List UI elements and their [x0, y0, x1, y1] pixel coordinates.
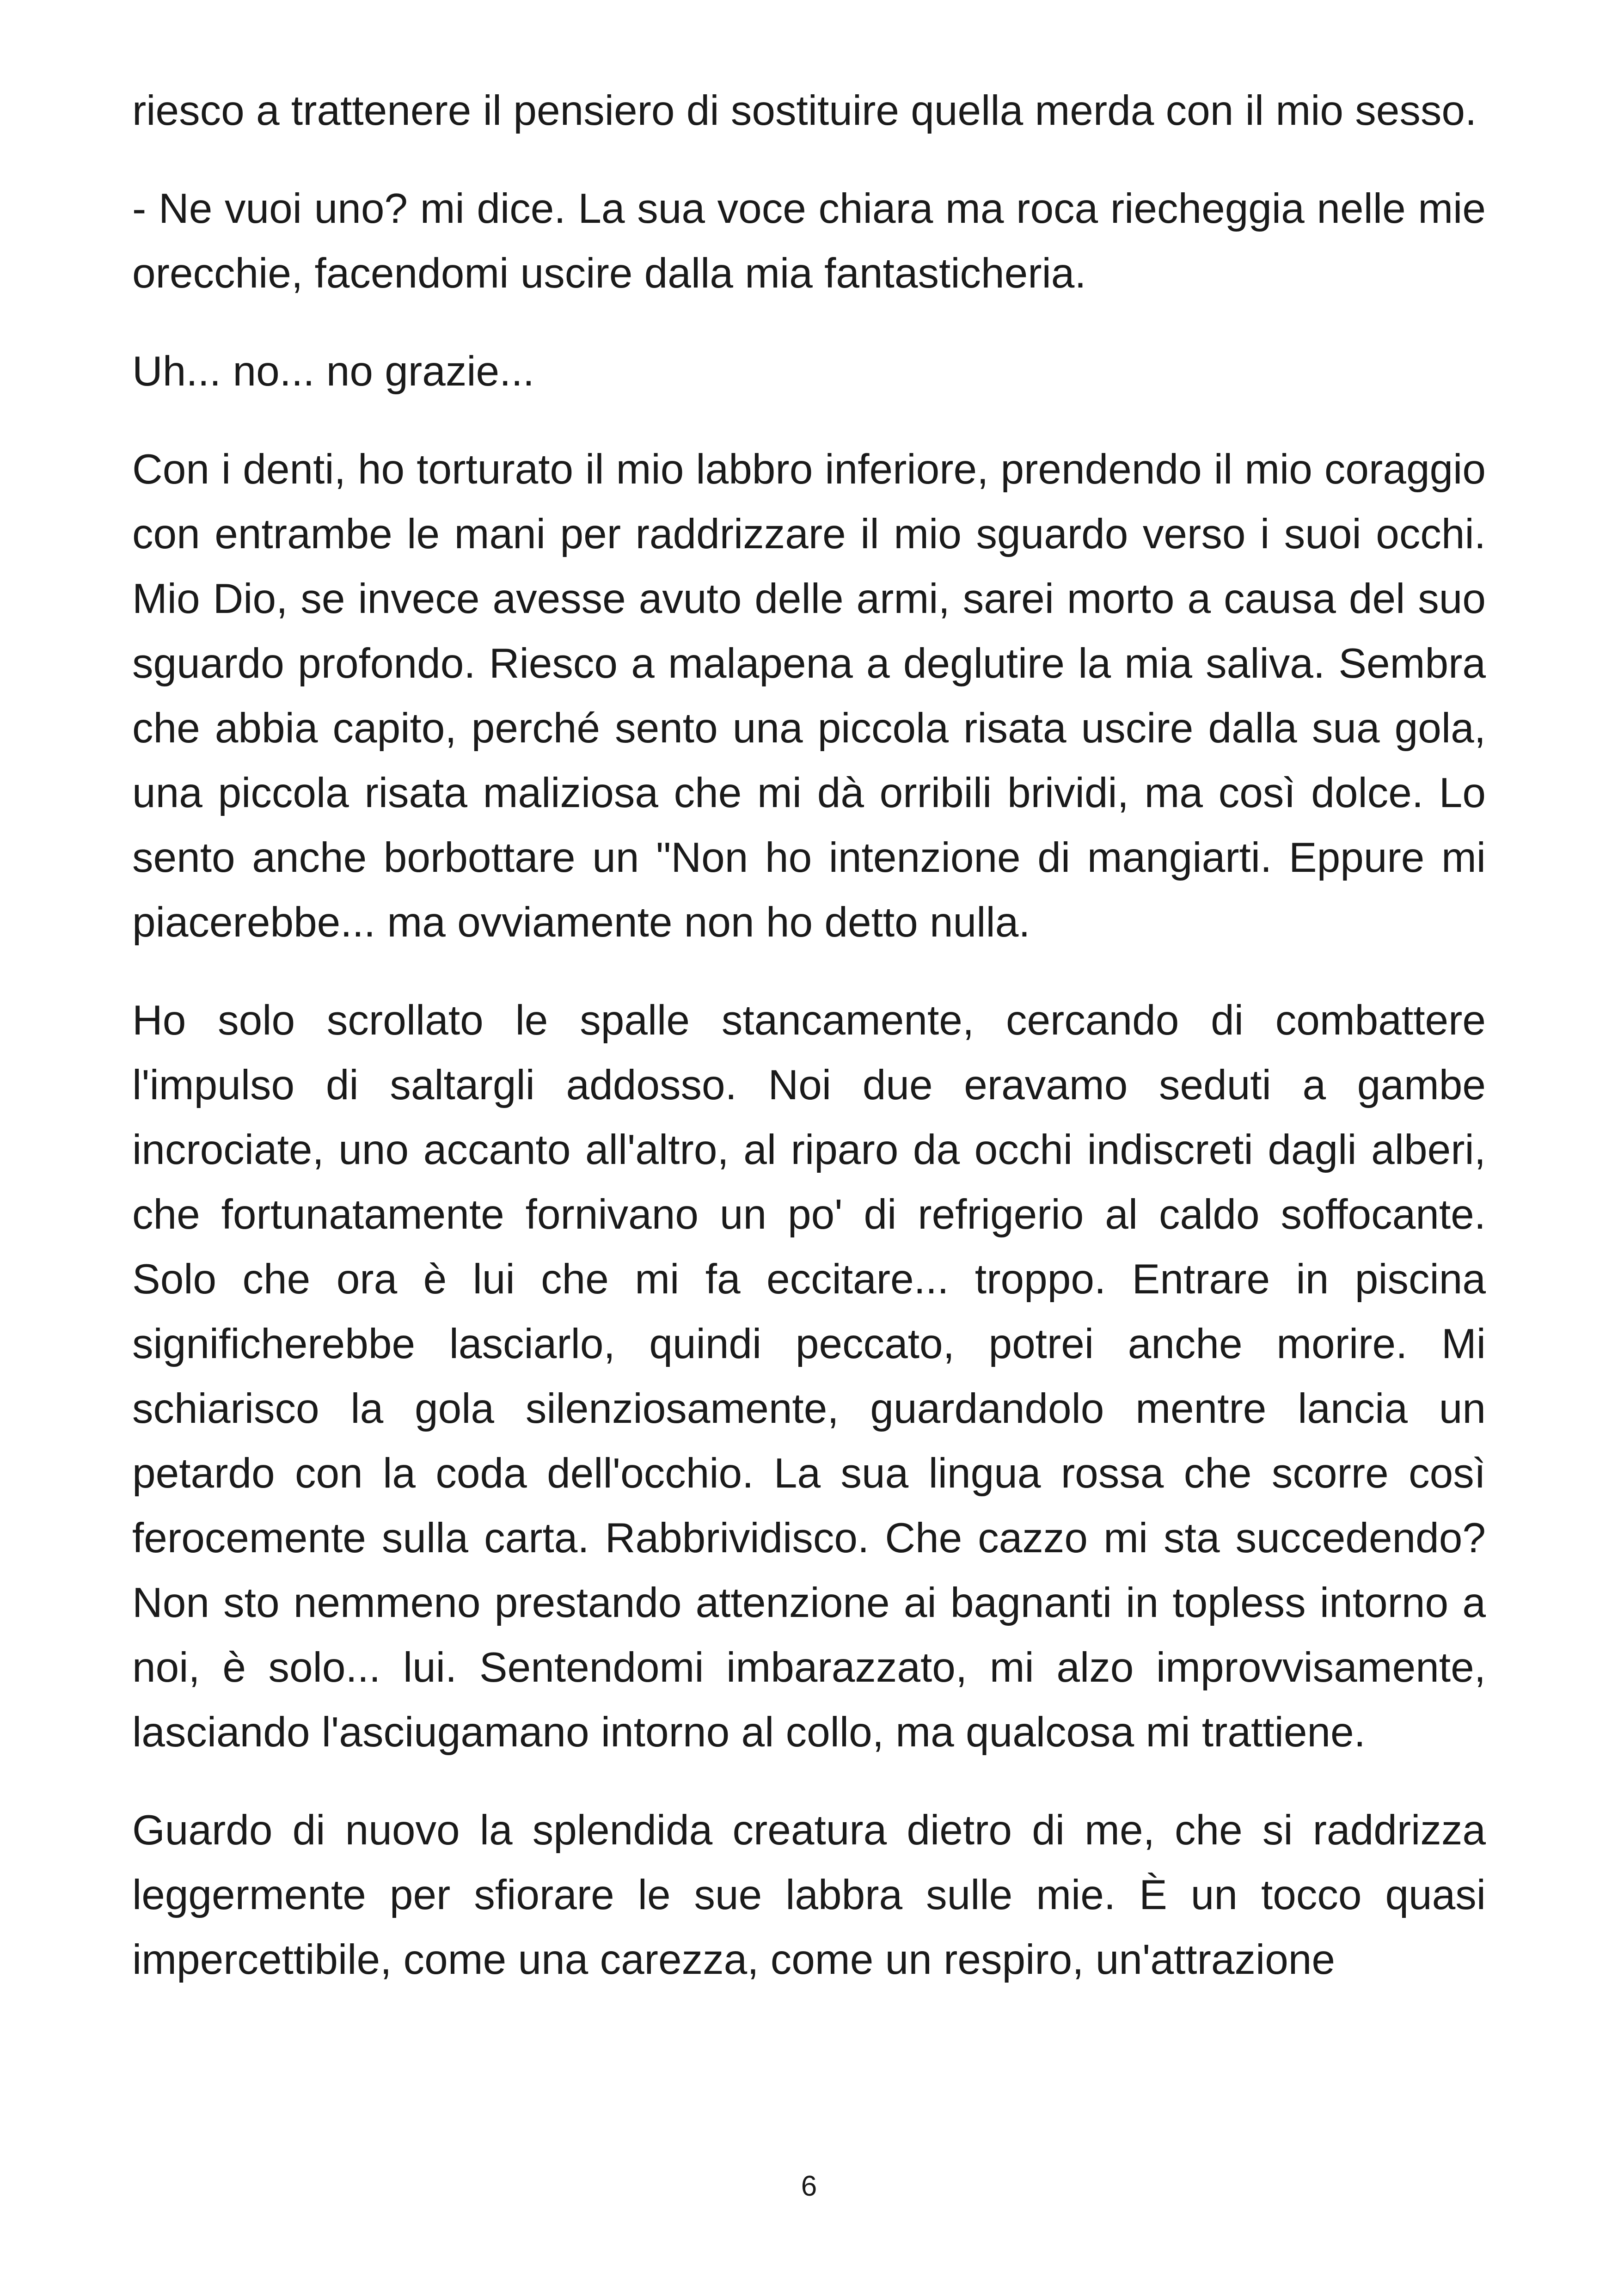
paragraph-6: Guardo di nuovo la splendida creatura dietro di me, che si raddrizza leggermente per sfiorare le sue labbra sulle mie. È un tocco quasi impercettibile, come una carezza, come un respiro, un'attrazione: [132, 1807, 1486, 1983]
paragraph-2: - Ne vuoi uno? mi dice. La sua voce chiara ma roca riecheggia nelle mie orecchie, facendomi uscire dalla mia fantasticheria.: [132, 185, 1486, 297]
page-number: 6: [801, 2170, 817, 2202]
paragraph-3: Uh... no... no grazie...: [132, 348, 535, 395]
paragraph-5: Ho solo scrollato le spalle stancamente, cercando di combattere l'impulso di saltargli addosso. Noi due eravamo seduti a gambe incrociate, uno accanto all'altro, al riparo da occhi indiscreti dagli alberi, che fortunatamente fornivano un po' di refrigerio al caldo soffocante. Solo che ora è lui che mi fa eccitare... troppo. Entrare in piscina significherebbe lasciarlo, quindi peccato, potrei anche morire. Mi schiarisco la gola silenziosamente, guardandolo mentre lancia un petardo con la coda dell'occhio. La sua lingua rossa che scorre così ferocemente sulla carta. Rabbrividisco. Che cazzo mi sta succedendo? Non sto nemmeno prestando attenzione ai bagnanti in topless intorno a noi, è solo... lui. Sentendomi imbarazzato, mi alzo improvvisamente, lasciando l'asciugamano intorno al collo, ma qualcosa mi trattiene.: [132, 997, 1486, 1756]
page-body: [132, 79, 1486, 1992]
paragraph-4: Con i denti, ho torturato il mio labbro inferiore, prendendo il mio coraggio con entrambe le mani per raddrizzare il mio sguardo verso i suoi occhi. Mio Dio, se invece avesse avuto delle armi, sarei morto a causa del suo sguardo profondo. Riesco a malapena a deglutire la mia saliva. Sembra che abbia capito, perché sento una piccola risata uscire dalla sua gola, una piccola risata maliziosa che mi dà orribili brividi, ma così dolce. Lo sento anche borbottare un "Non ho intenzione di mangiarti. Eppure mi piacerebbe... ma ovviamente non ho detto nulla.: [132, 446, 1486, 946]
paragraph-1: riesco a trattenere il pensiero di sostituire quella merda con il mio sesso.: [132, 87, 1477, 134]
